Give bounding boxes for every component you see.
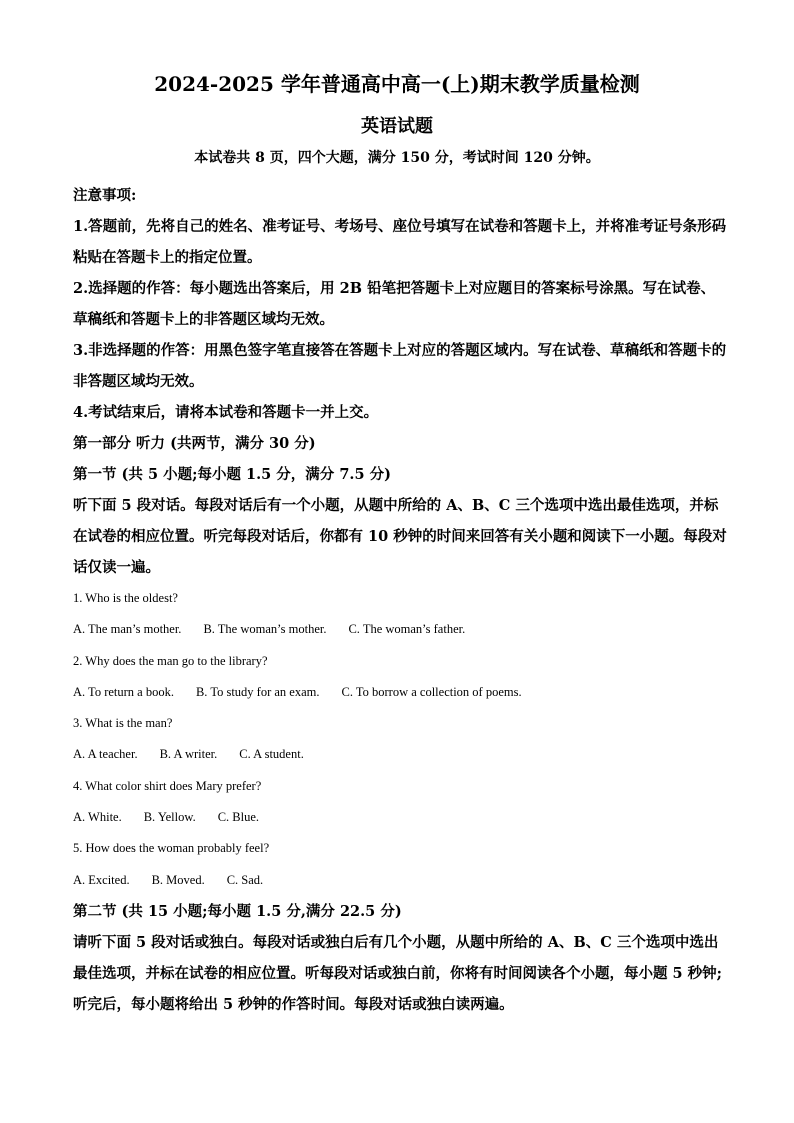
exam-intro: 本试卷共 8 页，四个大题，满分 150 分，考试时间 120 分钟。 — [194, 150, 600, 166]
option-c: C. To borrow a collection of poems. — [341, 684, 522, 699]
question-5: 5. How does the woman probably feel? — [73, 841, 270, 856]
notes-heading: 注意事项: — [73, 187, 137, 204]
section2-heading: 第二节 (共 15 小题;每小题 1.5 分,满分 22.5 分) — [73, 902, 402, 920]
question-2: 2. Why does the man go to the library? — [73, 653, 268, 668]
question-3-options — [73, 739, 728, 770]
question-3: 3. What is the man? — [73, 716, 173, 731]
option-b: B. Moved. — [151, 872, 205, 887]
exam-subtitle: 英语试题 — [361, 116, 433, 137]
option-a: A. White. — [73, 810, 122, 825]
option-b: B. To study for an exam. — [195, 684, 320, 699]
question-1-options — [73, 614, 728, 645]
section1-heading: 第一节 (共 5 小题;每小题 1.5 分，满分 7.5 分) — [73, 466, 391, 483]
note-item-3: 3.非选择题的作答：用黑色签字笔直接答在答题卡上对应的答题区域内。写在试卷、草稿纸和答题卡的非答题区域均无效。 — [73, 342, 727, 390]
part1-heading: 第一部分 听力 (共两节，满分 30 分) — [73, 435, 316, 452]
option-a: A. The man’s mother. — [73, 622, 182, 637]
option-a: A. To return a book. — [73, 684, 174, 699]
question-1: 1. Who is the oldest? — [73, 591, 178, 605]
option-c: C. A student. — [239, 747, 304, 762]
option-b: B. The woman’s mother. — [203, 622, 327, 637]
option-c: C. Sad. — [226, 872, 264, 887]
exam-content — [73, 180, 728, 1020]
option-c: C. Blue. — [217, 810, 260, 825]
section1-instructions: 听下面 5 段对话。每段对话后有一个小题，从题中所给的 A、B、C 三个选项中选出最佳选项，并标在试卷的相应位置。听完每段对话后，你都有 10 秒钟的时间来回答有关小题和阅读下一小题。每段对话仅读一遍。 — [73, 497, 727, 576]
option-a: A. A teacher. — [73, 747, 138, 762]
note-item-4: 4.考试结束后，请将本试卷和答题卡一并上交。 — [73, 404, 379, 421]
exam-title: 2024-2025 学年普通高中高一(上)期末教学质量检测 — [154, 72, 640, 96]
option-b: B. Yellow. — [143, 810, 196, 825]
question-4-options — [73, 802, 728, 833]
question-4: 4. What color shirt does Mary prefer? — [73, 778, 262, 793]
option-c: C. The woman’s father. — [348, 622, 466, 637]
option-b: B. A writer. — [159, 747, 218, 762]
option-a: A. Excited. — [73, 872, 130, 887]
question-2-options — [73, 677, 728, 708]
section2-instructions: 请听下面 5 段对话或独白。每段对话或独白后有几个小题，从题中所给的 A、B、C 三个选项中选出最佳选项，并标在试卷的相应位置。听每段对话或独白前，你将有时间阅读各个小题，每小题 5 秒钟;听完后，每小题将给出 5 秒钟的作答时间。每段对话或独白读两遍。 — [73, 933, 723, 1013]
note-item-1: 1.答题前，先将自己的姓名、准考证号、考场号、座位号填写在试卷和答题卡上，并将准考证号条形码粘贴在答题卡上的指定位置。 — [73, 218, 727, 266]
question-5-options — [73, 865, 728, 896]
note-item-2: 2.选择题的作答：每小题选出答案后，用 2B 铅笔把答题卡上对应题目的答案标号涂黑。写在试卷、草稿纸和答题卡上的非答题区域均无效。 — [73, 280, 716, 328]
